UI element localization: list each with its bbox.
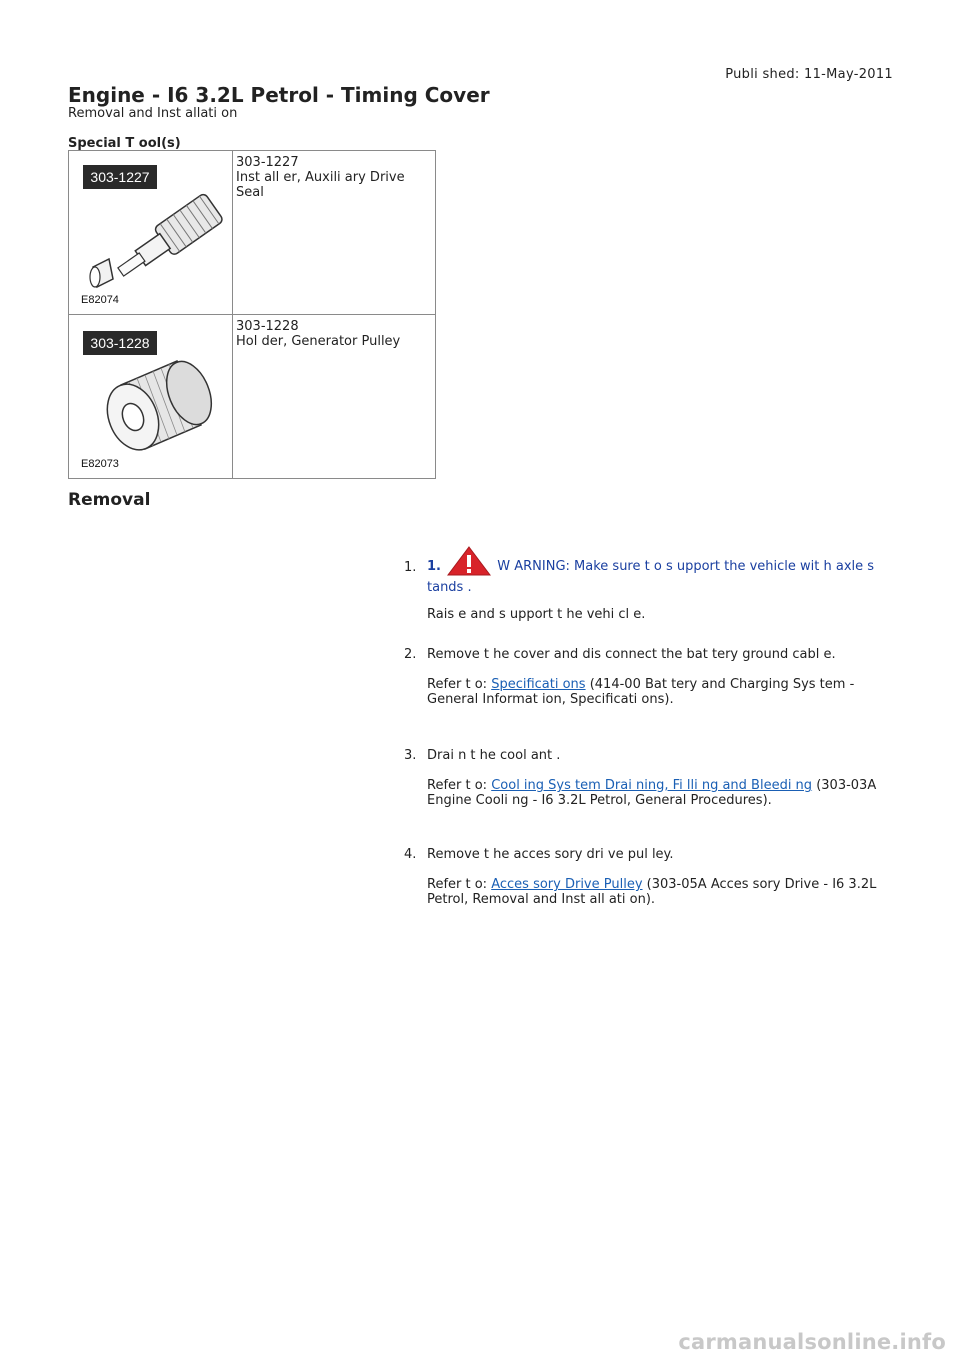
tool-name: Hol der, Generator Pulley [236,334,401,349]
tool-description-cell [233,151,436,315]
step-1 [427,546,887,622]
holder-tool-illustration [69,315,232,478]
published-date: Publi shed: 11-May-2011 [725,67,893,82]
tool-row [69,315,436,479]
warning-icon [447,546,491,580]
page-title: Engine - I6 3.2L Petrol - Timing Cover [68,83,490,107]
step-text: Remove t he acces sory dri ve pul ley. [427,847,674,862]
tool-image-cell [69,151,233,315]
step-reference [427,778,887,808]
step-number: 3. [404,748,417,763]
tool-name: Inst all er, Auxili ary Drive Seal [236,170,405,200]
tool-image-cell [69,315,233,479]
installer-tool-illustration [69,151,232,314]
step-text: Drai n t he cool ant . [427,748,561,763]
refer-label: Refer t o: [427,677,488,692]
step-text: Rais e and s upport t he vehi cl e. [427,607,646,622]
tool-figure-number: E82073 [81,458,119,470]
step-4 [427,847,887,907]
step-number: 4. [404,847,417,862]
specifications-link[interactable]: Specificati ons [491,677,586,692]
tool-description-cell [233,315,436,479]
tool-number: 303-1228 [236,319,299,334]
step-2 [427,647,887,707]
refer-label: Refer t o: [427,778,488,793]
refer-detail: (303-03A Engine Cooli ng - I6 3.2L Petrol, General Procedures). [427,778,877,808]
step-reference [427,877,887,907]
tool-row [69,151,436,315]
tool-badge-text: 303-1227 [90,169,150,185]
step-text: Remove t he cover and dis connect the bat tery ground cabl e. [427,647,836,662]
special-tools-heading: Special T ool(s) [68,136,181,151]
tool-figure-number: E82074 [81,294,119,306]
page-subtitle: Removal and Inst allati on [68,106,238,121]
refer-label: Refer t o: [427,877,488,892]
tool-number: 303-1227 [236,155,299,170]
accessory-drive-pulley-link[interactable]: Acces sory Drive Pulley [491,877,643,892]
special-tools-table [68,150,436,479]
step-3 [427,748,887,808]
step-reference [427,677,887,707]
refer-detail: (414-00 Bat tery and Charging Sys tem - General Informat ion, Specificati ons). [427,677,855,707]
warning-text: W ARNING: Make sure t o s upport the vehicle wit h axle s tands . [427,559,875,595]
refer-detail: (303-05A Acces sory Drive - I6 3.2L Petrol, Removal and Inst all ati on). [427,877,877,907]
tool-badge-text: 303-1228 [90,335,150,351]
step-number: 2. [404,647,417,662]
step-number: 1. [404,560,417,575]
removal-heading: Removal [68,490,151,510]
footer-watermark: carmanualsonline.info [678,1330,946,1354]
warning-label: 1. [427,559,441,574]
cooling-system-link[interactable]: Cool ing Sys tem Drai ning, Fi lli ng and Bleedi ng [491,778,813,793]
